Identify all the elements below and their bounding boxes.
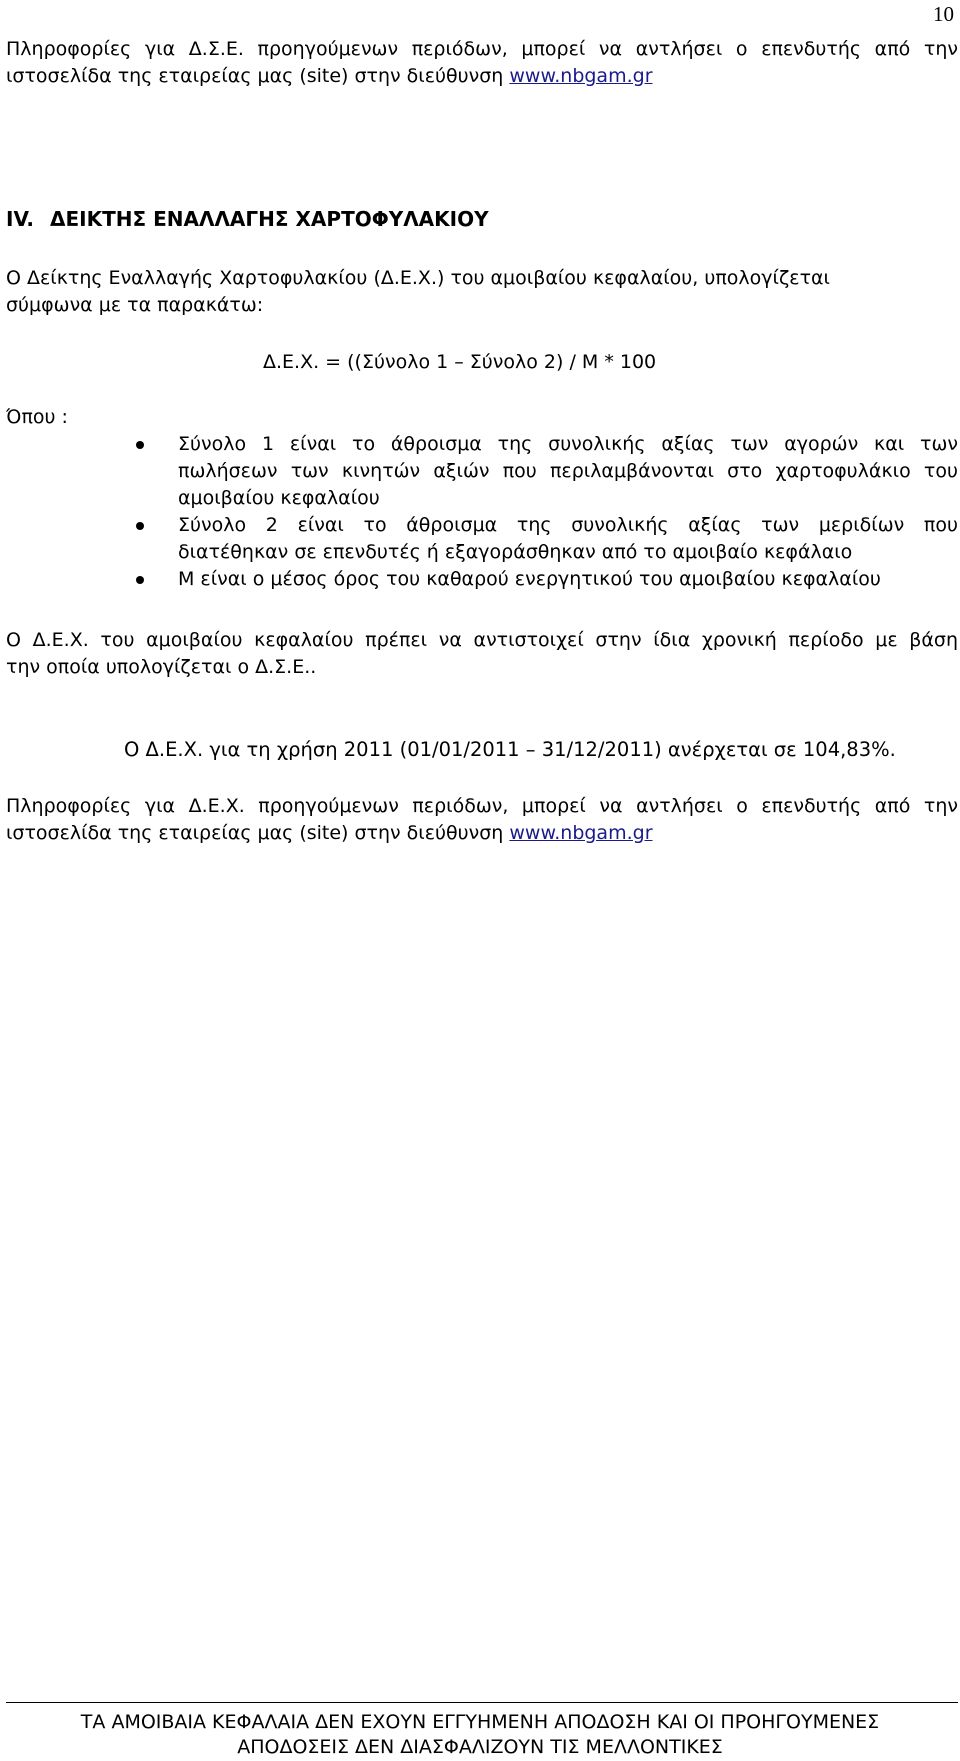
- bullet-1-line-1: Σύνολο 1 είναι το άθροισμα της συνολικής αξίας των αγορών και των: [178, 433, 958, 455]
- website-link[interactable]: www.nbgam.gr: [509, 65, 653, 87]
- bullet-3-line-1: Μ είναι ο μέσος όρος του καθαρού ενεργητικού του αμοιβαίου κεφαλαίου: [178, 568, 881, 590]
- intro-paragraph: [6, 265, 958, 319]
- bottom-paragraph-line-2: [6, 820, 958, 847]
- bottom-paragraph-line-1: Πληροφορίες για Δ.Ε.Χ. προηγούμενων περιόδων, μπορεί να αντλήσει ο επενδυτής από την: [6, 795, 958, 817]
- correspondence-paragraph: [6, 627, 958, 681]
- section-title: ΔΕΙΚΤΗΣ ΕΝΑΛΛΑΓΗΣ ΧΑΡΤΟΦΥΛΑΚΙΟΥ: [50, 207, 489, 231]
- bullet-1-line-3: αμοιβαίου κεφαλαίου: [178, 487, 380, 509]
- intro-line-2: σύμφωνα με τα παρακάτω:: [6, 294, 264, 316]
- bullet-icon: [136, 576, 144, 584]
- where-label: Όπου :: [6, 406, 68, 428]
- list-item: [136, 566, 958, 593]
- bullet-icon: [136, 441, 144, 449]
- correspondence-line-2: την οποία υπολογίζεται ο Δ.Σ.Ε..: [6, 656, 317, 678]
- top-paragraph-line-2-text: ιστοσελίδα της εταιρείας μας (site) στην διεύθυνση: [6, 65, 510, 87]
- section-heading: [6, 207, 489, 231]
- bullet-2-line-2: διατέθηκαν σε επενδυτές ή εξαγοράσθηκαν από το αμοιβαίο κεφάλαιο: [178, 541, 853, 563]
- footer-divider: [6, 1702, 958, 1703]
- formula: Δ.Ε.Χ. = ((Σύνολο 1 – Σύνολο 2) / Μ * 100: [263, 351, 657, 373]
- intro-line-1: Ο Δείκτης Εναλλαγής Χαρτοφυλακίου (Δ.Ε.Χ.) του αμοιβαίου κεφαλαίου, υπολογίζεται: [6, 267, 830, 289]
- list-item: [136, 431, 958, 512]
- footer-disclaimer-line-2: ΑΠΟΔΟΣΕΙΣ ΔΕΝ ΔΙΑΣΦΑΛΙΖΟΥΝ ΤΙΣ ΜΕΛΛΟΝΤΙΚΕΣ: [237, 1736, 723, 1758]
- bullet-2-line-1: Σύνολο 2 είναι το άθροισμα της συνολικής αξίας των μεριδίων που: [178, 514, 958, 536]
- list-item: [136, 512, 958, 566]
- bullet-1-line-2: πωλήσεων των κινητών αξιών που περιλαμβάνονται στο χαρτοφυλάκιο του: [178, 460, 958, 482]
- footer-disclaimer-line-1: ΤΑ ΑΜΟΙΒΑΙΑ ΚΕΦΑΛΑΙΑ ΔΕΝ ΕΧΟΥΝ ΕΓΓΥΗΜΕΝΗ ΑΠΟΔΟΣΗ ΚΑΙ ΟΙ ΠΡΟΗΓΟΥΜΕΝΕΣ: [80, 1711, 880, 1733]
- top-paragraph: [6, 36, 958, 90]
- bullet-icon: [136, 522, 144, 530]
- definitions-list: [136, 431, 958, 593]
- website-link[interactable]: www.nbgam.gr: [509, 822, 653, 844]
- bottom-paragraph-line-2-text: ιστοσελίδα της εταιρείας μας (site) στην διεύθυνση: [6, 822, 510, 844]
- section-number: IV.: [6, 207, 34, 231]
- correspondence-line-1: Ο Δ.Ε.Χ. του αμοιβαίου κεφαλαίου πρέπει να αντιστοιχεί στην ίδια χρονική περίοδο με βάση: [6, 629, 958, 651]
- page-number: 10: [933, 2, 954, 26]
- top-paragraph-line-1: Πληροφορίες για Δ.Σ.Ε. προηγούμενων περιόδων, μπορεί να αντλήσει ο επενδυτής από την: [6, 38, 958, 60]
- result-statement: Ο Δ.Ε.Χ. για τη χρήση 2011 (01/01/2011 – 31/12/2011) ανέρχεται σε 104,83%.: [124, 738, 896, 761]
- bottom-paragraph: [6, 793, 958, 847]
- top-paragraph-line-2: [6, 63, 958, 90]
